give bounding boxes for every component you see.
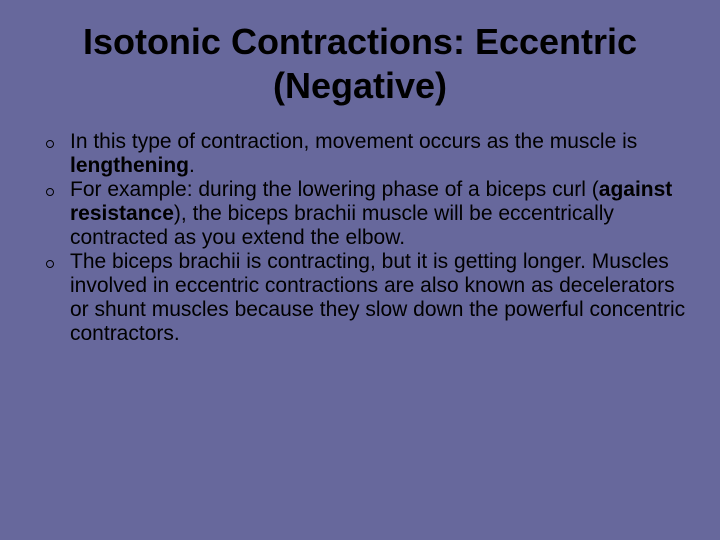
bullet-item-lengthening: [46, 130, 686, 178]
bullet-item-decelerators: [46, 250, 686, 346]
bullet-text: ), the biceps brachii muscle will be eccentrically contracted as you extend the elbow.: [70, 202, 614, 249]
bullet-circle-icon: [46, 260, 54, 268]
slide-title-line-2: (Negative): [272, 65, 448, 106]
slide-title-line-1: Isotonic Contractions: Eccentric: [82, 21, 638, 62]
bullet-text: The biceps brachii is contracting, but it is getting longer. Muscles involved in eccentric contractions are also known as decelerators or shunt muscles because they slow down the powerful concentric contractors.: [70, 250, 686, 345]
bullet-text: .: [189, 154, 195, 177]
bullet-item-example: [46, 178, 686, 250]
bullet-circle-icon: [46, 140, 54, 148]
bullet-text: In this type of contraction, movement occurs as the muscle is: [70, 130, 638, 153]
emphasis-text: against resistance: [70, 178, 673, 225]
slide-title: [30, 20, 690, 108]
bullet-circle-icon: [46, 188, 54, 196]
bullet-text: For example: during the lowering phase of a biceps curl (: [70, 178, 599, 201]
emphasis-text: lengthening: [70, 154, 189, 177]
bullet-list: [46, 130, 686, 346]
